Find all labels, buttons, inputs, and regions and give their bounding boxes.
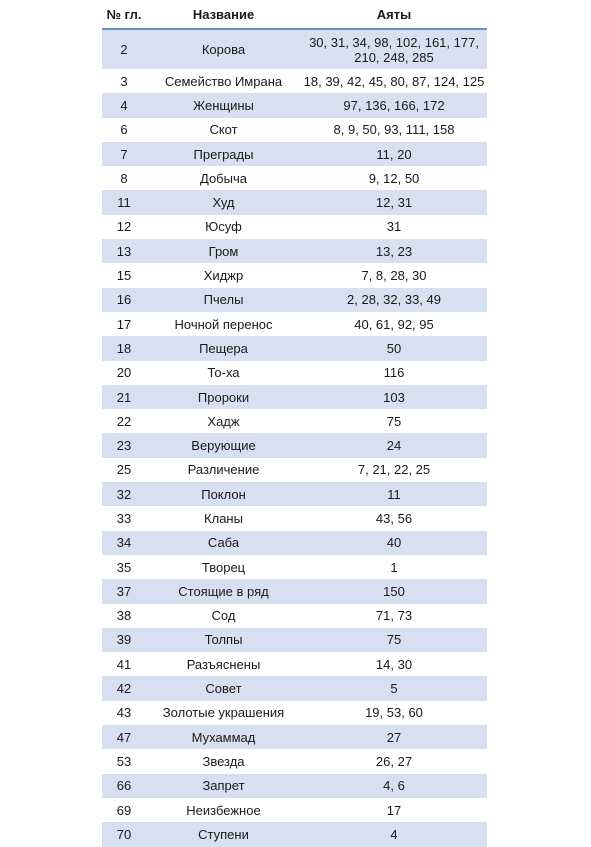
row-ayat: 50: [386, 340, 402, 356]
row-num: 7: [120, 146, 128, 162]
table-row: [102, 288, 487, 312]
row-name: Неизбежное: [186, 802, 261, 818]
row-ayat: 40, 61, 92, 95: [354, 316, 434, 332]
row-num: 6: [120, 122, 128, 138]
row-name: Толпы: [204, 632, 243, 648]
surah-table: [102, 0, 487, 847]
row-name: Звезда: [202, 753, 245, 769]
row-num: 20: [116, 365, 132, 381]
row-ayat: 5: [390, 681, 398, 697]
row-ayat: 75: [386, 632, 402, 648]
row-num: 37: [116, 583, 132, 599]
row-ayat: 27: [386, 729, 402, 745]
row-ayat: 103: [383, 389, 405, 405]
row-num: 39: [116, 632, 132, 648]
row-num: 33: [116, 510, 132, 526]
row-num: 11: [117, 195, 131, 211]
table-row: [102, 725, 487, 749]
row-num: 21: [116, 389, 132, 405]
row-name: Худ: [212, 195, 235, 211]
table-row: [102, 652, 487, 676]
row-num: 32: [116, 486, 132, 502]
table-row: [102, 239, 487, 263]
row-num: 18: [116, 340, 132, 356]
table-row: [102, 263, 487, 287]
table-row: [102, 69, 487, 93]
table-row: [102, 118, 487, 142]
row-num: 22: [116, 413, 132, 429]
table-row: [102, 312, 487, 336]
row-name: Стоящие в ряд: [178, 583, 269, 599]
row-ayat: 43, 56: [375, 510, 413, 526]
table-row: [102, 506, 487, 530]
row-ayat: 75: [386, 413, 402, 429]
row-ayat: 18, 39, 42, 45, 80, 87, 124, 125: [303, 73, 485, 89]
table-row: [102, 822, 487, 846]
row-ayat-line: 210, 248, 285: [354, 49, 434, 65]
row-num: 35: [116, 559, 132, 575]
table-row: [102, 190, 487, 214]
row-num: 70: [116, 826, 132, 842]
table-row: [102, 433, 487, 457]
row-ayat: 19, 53, 60: [365, 705, 423, 721]
row-ayat: 71, 73: [375, 608, 413, 624]
row-num: 38: [116, 608, 132, 624]
row-name: Разъяснены: [186, 656, 261, 672]
row-num: 4: [120, 97, 128, 113]
table-body: [102, 30, 487, 847]
header-name: Название: [192, 6, 255, 22]
row-name: Юсуф: [205, 219, 242, 235]
row-num: 41: [116, 656, 132, 672]
row-name: Пчелы: [203, 292, 244, 308]
row-ayat: 24: [386, 438, 402, 454]
row-name: Семейство Имрана: [164, 73, 283, 89]
table-row: [102, 628, 487, 652]
row-name: Сод: [211, 608, 236, 624]
row-ayat: 97, 136, 166, 172: [343, 97, 445, 113]
header-ayat: Аяты: [376, 6, 412, 22]
table-row: [102, 142, 487, 166]
table-row: [102, 93, 487, 117]
row-name: Поклон: [201, 486, 246, 502]
table-row: [102, 361, 487, 385]
row-name: Совет: [205, 681, 242, 697]
row-ayat: 150: [383, 583, 405, 599]
row-name: Различение: [187, 462, 260, 478]
table-row: [102, 701, 487, 725]
row-name: Гром: [208, 243, 239, 259]
table-row: [102, 336, 487, 360]
table-row: [102, 676, 487, 700]
row-name: Творец: [201, 559, 246, 575]
row-name: Ступени: [198, 826, 249, 842]
row-ayat: 116: [383, 365, 405, 381]
row-ayat: 31: [386, 219, 402, 235]
row-num: 47: [116, 729, 132, 745]
row-ayat: 11, 20: [376, 146, 412, 162]
row-name: Женщины: [193, 97, 254, 113]
row-name: Корова: [201, 42, 246, 57]
row-num: 69: [116, 802, 132, 818]
row-name: Хиджр: [203, 268, 244, 284]
table-row: [102, 482, 487, 506]
row-num: 25: [116, 462, 132, 478]
row-name: Саба: [207, 535, 240, 551]
row-ayat: 9, 12, 50: [368, 170, 420, 186]
row-name: Кланы: [204, 510, 243, 526]
row-ayat: 11: [387, 486, 401, 502]
row-name: Верующие: [191, 438, 256, 454]
row-ayat: 2, 28, 32, 33, 49: [347, 292, 441, 308]
row-name: Мухаммад: [191, 729, 256, 745]
header-num: № гл.: [106, 6, 142, 22]
row-ayat: 26, 27: [375, 753, 413, 769]
table-row: [102, 30, 487, 69]
row-ayat: 40: [386, 535, 402, 551]
row-ayat-line: 30, 31, 34, 98, 102, 161, 177,: [309, 34, 479, 50]
row-num: 42: [116, 681, 132, 697]
row-ayat: 8, 9, 50, 93, 111, 158: [333, 122, 455, 138]
table-row: [102, 409, 487, 433]
table-row: [102, 579, 487, 603]
row-ayat: 7, 8, 28, 30: [361, 268, 427, 284]
row-num: 12: [116, 219, 132, 235]
row-num: 23: [116, 438, 132, 454]
row-name: Золотые украшения: [162, 705, 285, 721]
row-num: 8: [120, 170, 128, 186]
table-row: [102, 774, 487, 798]
row-ayat: 4: [390, 826, 398, 842]
table-row: [102, 166, 487, 190]
row-ayat: 13, 23: [375, 243, 413, 259]
row-name: Добыча: [200, 170, 247, 186]
row-name: Пророки: [197, 389, 250, 405]
row-num: 15: [116, 268, 132, 284]
row-num: 13: [116, 243, 132, 259]
row-ayat: 4, 6: [383, 778, 405, 794]
row-ayat: 7, 21, 22, 25: [357, 462, 431, 478]
row-num: 43: [116, 705, 132, 721]
row-name: Ночной перенос: [174, 316, 273, 332]
row-name: Хадж: [207, 413, 240, 429]
row-ayat: 17: [386, 802, 402, 818]
row-ayat: 14, 30: [375, 656, 413, 672]
row-ayat: 1: [390, 559, 398, 575]
row-num: 3: [120, 73, 128, 89]
row-name: Пещера: [199, 340, 248, 356]
table-header: [102, 0, 487, 30]
row-num: 2: [120, 42, 128, 57]
table-row: [102, 531, 487, 555]
row-num: 66: [116, 778, 132, 794]
table-row: [102, 215, 487, 239]
row-name: Скот: [209, 122, 238, 138]
row-ayat: [301, 35, 487, 65]
row-ayat: 12, 31: [375, 195, 413, 211]
table-row: [102, 798, 487, 822]
row-name: Преграды: [193, 146, 254, 162]
table-row: [102, 555, 487, 579]
row-name: То-ха: [207, 365, 240, 381]
row-num: 17: [116, 316, 132, 332]
table-row: [102, 604, 487, 628]
row-name: Запрет: [202, 778, 245, 794]
table-row: [102, 385, 487, 409]
row-num: 16: [116, 292, 132, 308]
row-num: 34: [116, 535, 132, 551]
table-row: [102, 749, 487, 773]
row-num: 53: [116, 753, 132, 769]
table-row: [102, 458, 487, 482]
